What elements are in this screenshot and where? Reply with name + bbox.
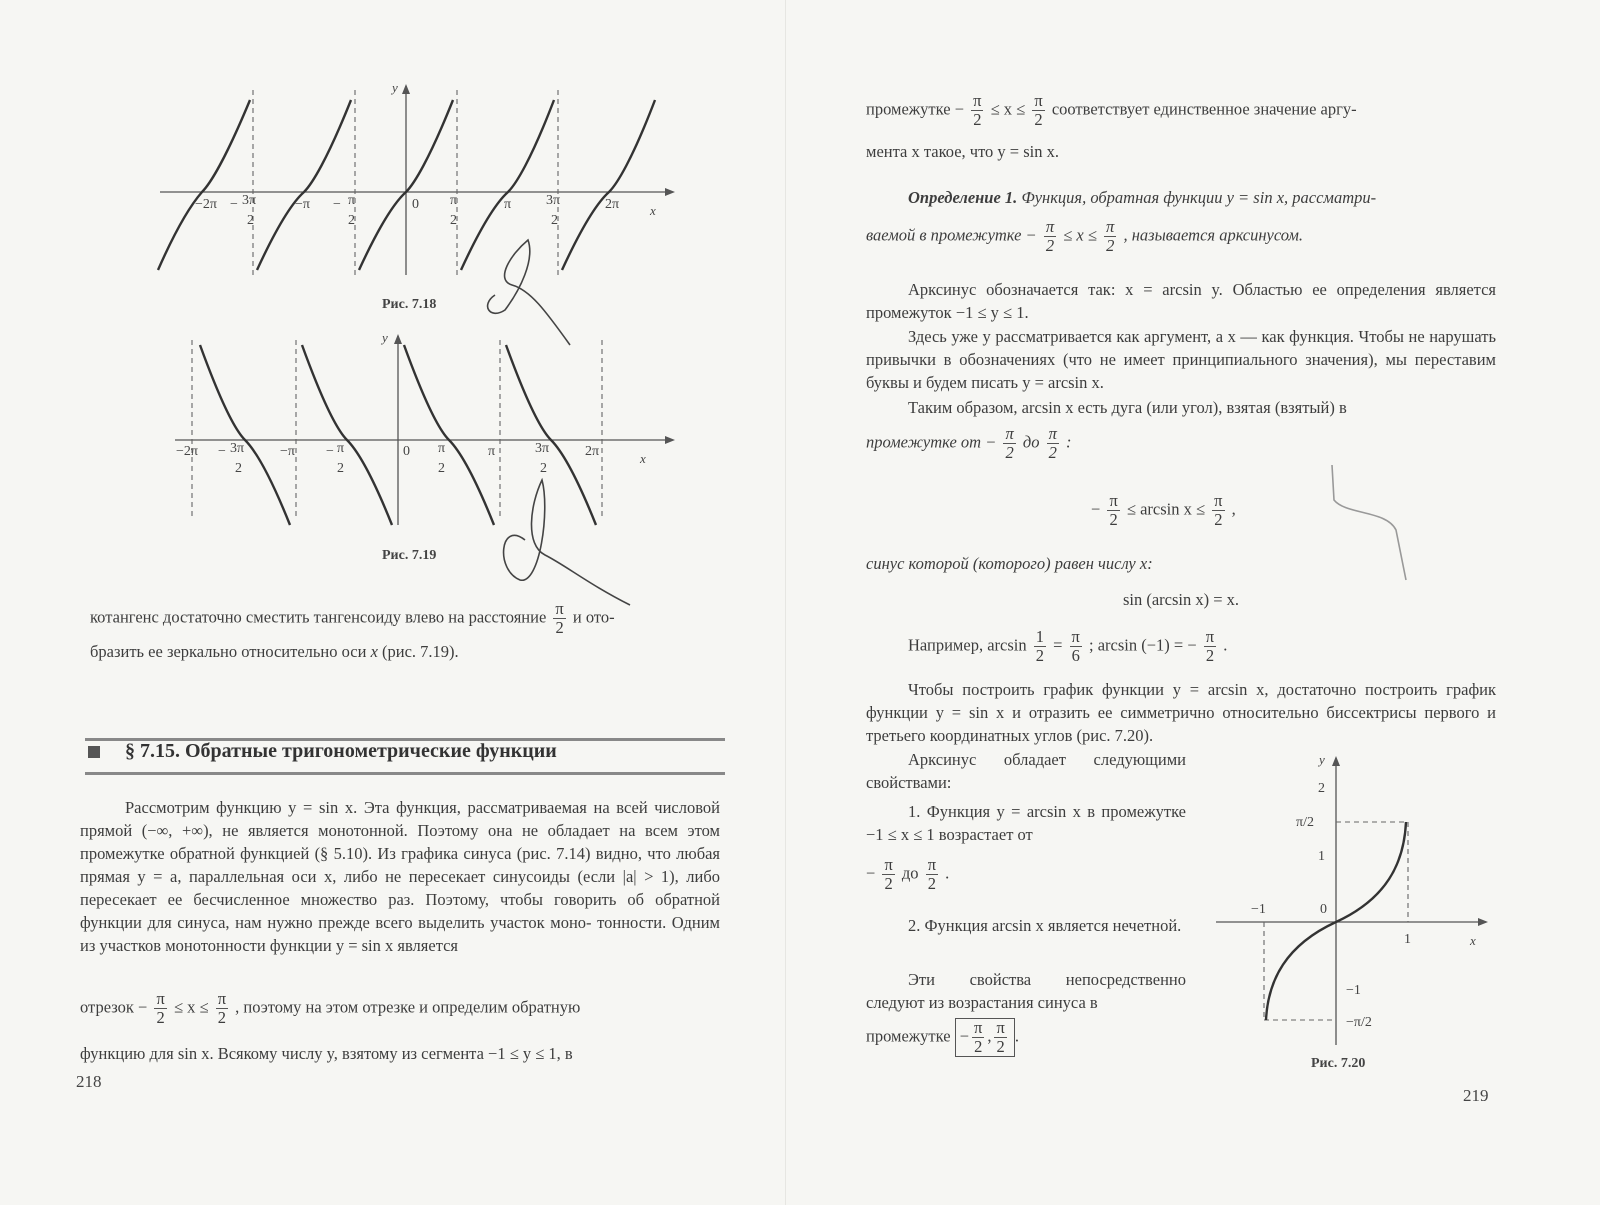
tick-1: 1 bbox=[1318, 849, 1325, 864]
tick-zero: 0 bbox=[1320, 902, 1327, 917]
inequality: − $\frac{\pi}{2}$ ≤ arcsin x ≤ $\frac{\pi}{2}$ , bbox=[1091, 491, 1236, 529]
paragraph-cotangent-2: бразить ее зеркально относительно оси x (рис. 7.19). bbox=[90, 642, 459, 661]
tick-pi-2: π/2 bbox=[1296, 815, 1314, 830]
tick-2: 2 bbox=[450, 213, 457, 228]
paragraph-5: Арксинус обладает следующими свойствами: bbox=[866, 750, 1186, 792]
tick-pi: π bbox=[438, 441, 446, 456]
tick-3pi: 3π bbox=[230, 441, 245, 456]
tick-2: 2 bbox=[235, 461, 242, 476]
body-paragraph: Рассмотрим функцию y = sin x. Эта функция, рассматриваемая на всей числовой прямой (−∞, +∞), не является монотонной. Поэтому она не обладает на всем этом промежутке обратной функцией (§ 5.10). Из графика синуса (рис. 7.14) видно, что любая прямая y = a, параллельная оси x, либо не пересекает синусоиды (если |a| > 1), либо пересекает ее бесчисленное множество раз. Поэтому, чтобы говорить об обратной функции для синуса, нам нужно прежде всего выделить участок моно- тонности. Одним из участков монотонности функции y = sin x является bbox=[80, 798, 721, 955]
definition: Определение 1. Функция, обратная функции y = sin x, рассматри- bbox=[908, 188, 1377, 207]
property-1: 1. Функция y = arcsin x в промежутке −1 ≤ x ≤ 1 возрастает от bbox=[866, 802, 1186, 844]
paragraph-3b: промежутке от − $\frac{\pi}{2}$ до $\frac{\pi}{2}$ : bbox=[866, 424, 1072, 462]
definition-2: ваемой в промежутке − $\frac{\pi}{2}$ ≤ x ≤ $\frac{\pi}{2}$ , называется арксинусом. bbox=[866, 217, 1304, 255]
figure-7-18 bbox=[150, 80, 690, 280]
tick-2: 2 bbox=[1318, 781, 1325, 796]
paragraph-4: Чтобы построить график функции y = arcsin x, достаточно построить график функции y = sin x и отразить ее симметрично относительно биссектрисы первого и третьего координатных углов (рис. 7.20). bbox=[866, 680, 1496, 745]
sin-line: синус которой (которого) равен числу x: bbox=[866, 554, 1153, 573]
tick-2: 2 bbox=[337, 461, 344, 476]
tick-minus: − bbox=[326, 444, 334, 459]
paragraph-2: Здесь уже y рассматривается как аргумент, а x — как функция. Чтобы не нарушать привычки в обозначениях (что не имеет принципиального значения), мы переставим буквы и будем писать y = arcsin x. bbox=[866, 327, 1496, 392]
caption-fig-7-18: Рис. 7.18 bbox=[382, 297, 437, 312]
tick-pi: π bbox=[450, 193, 458, 208]
tick-pi: π bbox=[504, 197, 512, 212]
top-line-2: мента x такое, что y = sin x. bbox=[866, 142, 1059, 161]
tick-neg-2pi: −2π bbox=[195, 197, 217, 212]
paragraph-1: Арксинус обозначается так: x = arcsin y. Областью ее определения является промежуток −1 ≤ y ≤ 1. bbox=[866, 280, 1496, 322]
tick-3pi: 3π bbox=[242, 193, 257, 208]
y-label: y bbox=[392, 80, 398, 95]
section-title: § 7.15. Обратные тригонометрические функции bbox=[125, 740, 557, 762]
tick-2: 2 bbox=[438, 461, 445, 476]
y-label: y bbox=[1319, 752, 1325, 767]
tick-3pi: 3π bbox=[535, 441, 550, 456]
tick-neg-pi: −π bbox=[295, 197, 310, 212]
property-2: 2. Функция arcsin x является нечетной. bbox=[908, 916, 1182, 935]
tick-neg-1-x: −1 bbox=[1251, 902, 1266, 917]
tick-minus: − bbox=[230, 197, 238, 212]
section-rule-bottom bbox=[85, 772, 725, 775]
paragraph-6b: промежутке − $\frac{\pi}{2}$ , $\frac{\pi}{2}$ . bbox=[866, 1018, 1019, 1056]
tick-3pi: 3π bbox=[546, 193, 561, 208]
tick-2: 2 bbox=[551, 213, 558, 228]
tick-neg-2pi: −2π bbox=[176, 444, 198, 459]
tick-neg-1-y: −1 bbox=[1346, 983, 1361, 998]
caption-fig-7-20: Рис. 7.20 bbox=[1311, 1056, 1366, 1071]
example: Например, arcsin $\frac{1}{2}$ = $\frac{\pi}{6}$ ; arcsin (−1) = − $\frac{\pi}{2}$ . bbox=[908, 627, 1228, 665]
page-number: 219 bbox=[1463, 1086, 1489, 1105]
tick-pi: π bbox=[348, 193, 356, 208]
paragraph-6: Эти свойства непосредственно следуют из возрастания синуса в bbox=[866, 970, 1186, 1012]
section-icon bbox=[88, 746, 100, 758]
page-219 bbox=[785, 0, 1600, 1205]
tick-2pi: 2π bbox=[585, 444, 600, 459]
tick-neg-pi: −π bbox=[280, 444, 295, 459]
figure-7-20 bbox=[1206, 750, 1496, 1050]
identity: sin (arcsin x) = x. bbox=[1122, 590, 1240, 609]
tick-minus: − bbox=[218, 444, 226, 459]
paragraph-3: Таким образом, arcsin x есть дуга (или угол), взятая (взятый) в bbox=[908, 398, 1347, 417]
signature-mark bbox=[504, 480, 630, 605]
x-label: x bbox=[640, 451, 646, 466]
figure-7-19 bbox=[170, 330, 690, 530]
tick-2: 2 bbox=[348, 213, 355, 228]
tick-zero: 0 bbox=[403, 444, 410, 459]
tick-1-x: 1 bbox=[1404, 932, 1411, 947]
paragraph-cotangent: котангенс достаточно сместить тангенсоиду влево на расстояние $\frac{\pi}{2}$ и ото- bbox=[90, 599, 615, 637]
y-label: y bbox=[382, 330, 388, 345]
tick-pi: π bbox=[337, 441, 345, 456]
fraction: $\frac{\pi}{2}$ bbox=[555, 599, 564, 637]
tick-pi: π bbox=[488, 444, 496, 459]
top-line: промежутке − $\frac{\pi}{2}$ ≤ x ≤ $\frac{\pi}{2}$ соответствует единственное значение аргу- bbox=[866, 91, 1357, 129]
tick-2pi: 2π bbox=[605, 197, 620, 212]
tick-minus: − bbox=[333, 197, 341, 212]
property-1b: − $\frac{\pi}{2}$ до $\frac{\pi}{2}$ . bbox=[866, 855, 950, 893]
x-label: x bbox=[650, 203, 656, 218]
tick-zero: 0 bbox=[412, 197, 419, 212]
last-line: функцию для sin x. Всякому числу y, взятому из сегмента −1 ≤ y ≤ 1, в bbox=[80, 1044, 573, 1063]
tick-2: 2 bbox=[540, 461, 547, 476]
x-label: x bbox=[1470, 933, 1476, 948]
tick-neg-pi-2: −π/2 bbox=[1346, 1015, 1372, 1030]
page-number: 218 bbox=[76, 1072, 102, 1091]
page-218 bbox=[0, 0, 785, 1205]
tick-2: 2 bbox=[247, 213, 254, 228]
segment-line: отрезок − $\frac{\pi}{2}$ ≤ x ≤ $\frac{\pi}{2}$ , поэтому на этом отрезке и определим обратную bbox=[80, 989, 581, 1027]
caption-fig-7-19: Рис. 7.19 bbox=[382, 548, 437, 563]
